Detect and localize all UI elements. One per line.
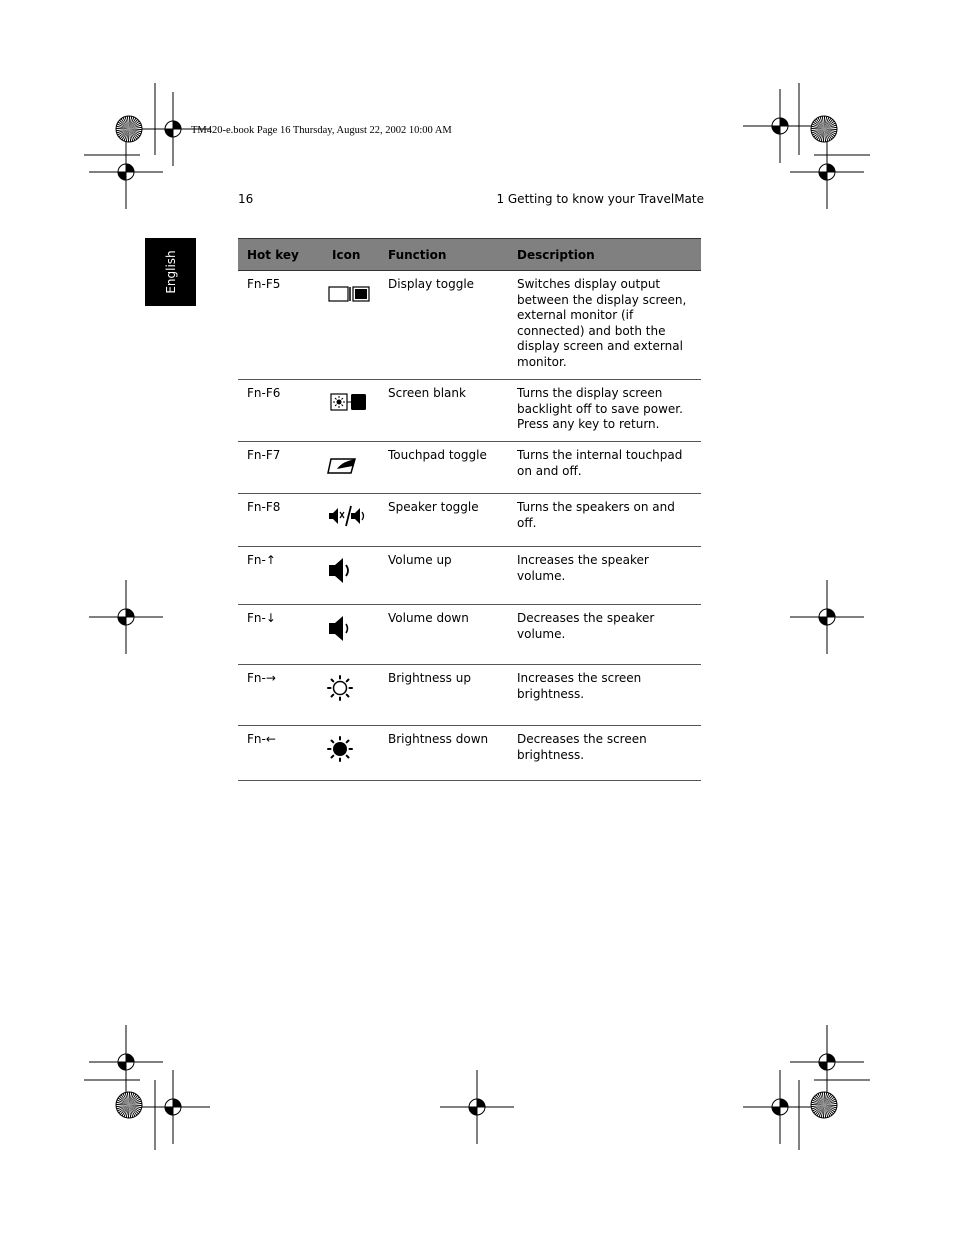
table-row [238,442,701,494]
hotkey-cell: Fn-↑ [238,547,323,605]
hotkey-cell: Fn-→ [238,665,323,726]
description-cell: Turns the internal touchpad on and off. [508,442,701,494]
hotkey-cell: Fn-F6 [238,380,323,442]
page-number: 16 [238,192,254,206]
header-icon: Icon [323,239,379,271]
description-cell: Turns the display screen backlight off to save power. Press any key to return. [508,380,701,442]
header-description: Description [508,239,701,271]
starburst-mark [116,1092,142,1118]
crosshair-mark [743,1070,817,1144]
function-cell: Volume down [379,605,508,665]
brightness-up-icon [325,671,371,705]
table-row [238,665,701,726]
table-row [238,547,701,605]
starburst-mark [811,1092,837,1118]
description-cell: Increases the screen brightness. [508,665,701,726]
hotkey-cell: Fn-F7 [238,442,323,494]
table-row [238,494,701,547]
volume-down-icon [325,611,371,645]
hotkey-cell: Fn-← [238,726,323,781]
hotkey-table [238,238,701,781]
display-toggle-icon [325,277,371,307]
language-tab-label: English [163,250,178,294]
language-tab [145,238,196,306]
speaker-toggle-icon [325,500,371,530]
description-cell: Decreases the speaker volume. [508,605,701,665]
hotkey-cell: Fn-↓ [238,605,323,665]
description-cell: Switches display output between the display screen, external monitor (if connected) and both the display screen and external monitor. [508,271,701,380]
table-row [238,271,701,380]
function-cell: Brightness down [379,726,508,781]
function-cell: Brightness up [379,665,508,726]
function-cell: Volume up [379,547,508,605]
crosshair-mark [790,580,864,654]
description-cell: Turns the speakers on and off. [508,494,701,547]
print-slug: TM420-e.book Page 16 Thursday, August 22, 2002 10:00 AM [191,125,452,136]
function-cell: Screen blank [379,380,508,442]
header-hotkey: Hot key [238,239,323,271]
starburst-mark [811,116,837,142]
hotkey-cell: Fn-F5 [238,271,323,380]
description-cell: Increases the speaker volume. [508,547,701,605]
crosshair-mark [790,135,864,209]
screen-blank-icon [325,386,371,416]
crosshair-mark [743,89,817,163]
hotkey-cell: Fn-F8 [238,494,323,547]
touchpad-icon [325,448,371,478]
table-row [238,726,701,781]
function-cell: Display toggle [379,271,508,380]
crosshair-mark [136,1070,210,1144]
table-header-row [238,239,701,271]
crosshair-mark [89,1025,163,1099]
brightness-down-icon [325,732,371,766]
crosshair-mark [440,1070,514,1144]
starburst-mark [116,116,142,142]
description-cell: Decreases the screen brightness. [508,726,701,781]
chapter-title: 1 Getting to know your TravelMate [496,192,704,206]
function-cell: Speaker toggle [379,494,508,547]
function-cell: Touchpad toggle [379,442,508,494]
table-row [238,605,701,665]
header-function: Function [379,239,508,271]
table-row [238,380,701,442]
crosshair-mark [89,580,163,654]
crosshair-mark [790,1025,864,1099]
crosshair-mark [89,135,163,209]
volume-up-icon [325,553,371,587]
